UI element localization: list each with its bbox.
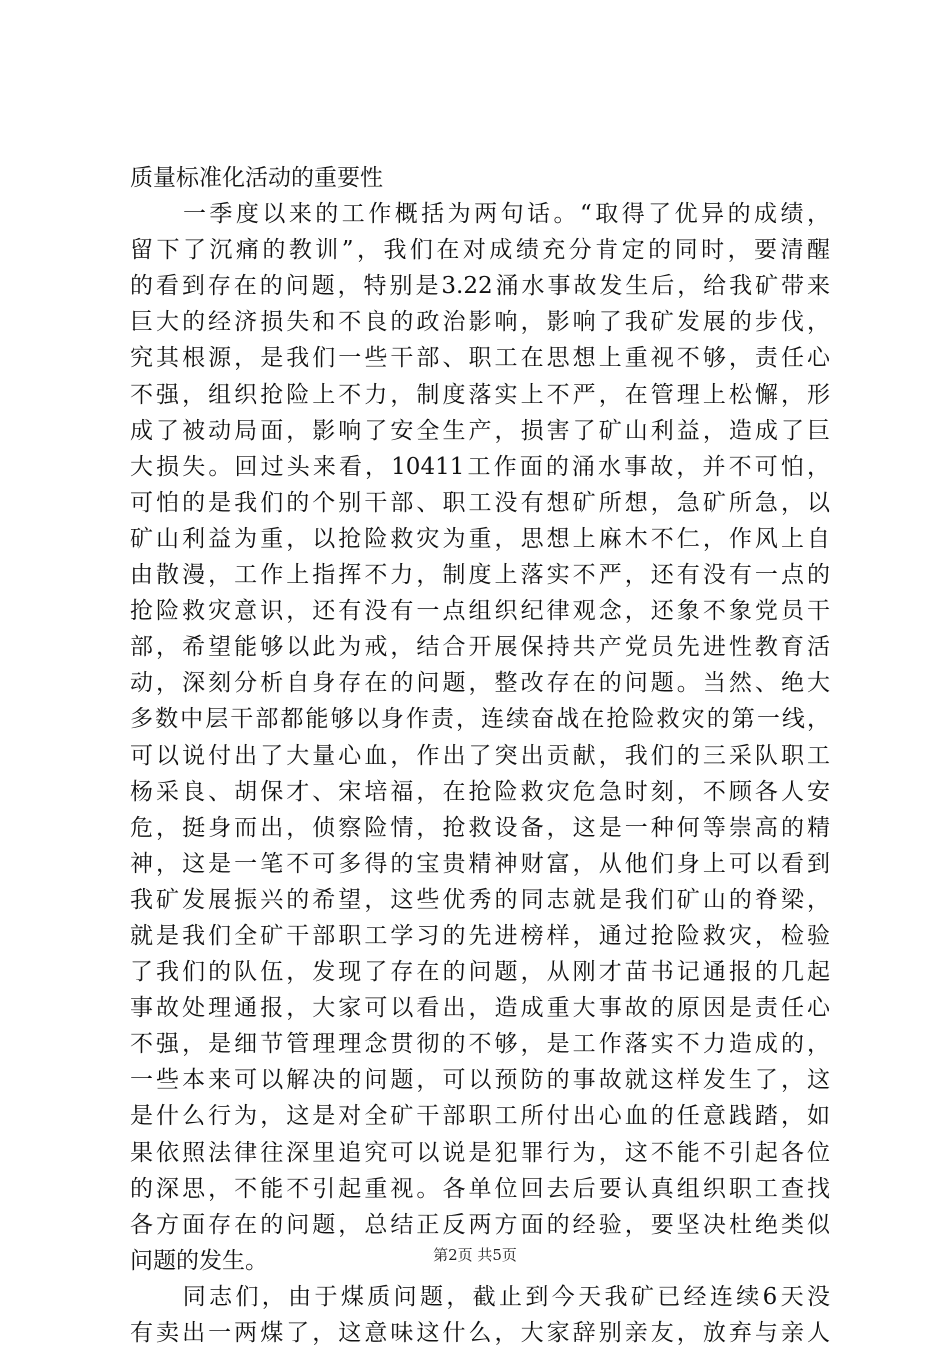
paragraph-line: 果依照法律往深里追究可以说是犯罪行为，这不能不引起各位 xyxy=(130,1139,830,1166)
paragraph-line: 可怕的是我们的个别干部、职工没有想矿所想，急矿所急，以 xyxy=(130,489,830,516)
paragraph-line: 可以说付出了大量心血，作出了突出贡献，我们的三采队职工 xyxy=(130,742,830,769)
paragraph-line: 大损失。回过头来看，10411工作面的涌水事故，并不可怕， xyxy=(130,453,830,480)
section-heading: 质量标准化活动的重要性 xyxy=(130,165,383,191)
paragraph-line: 了我们的队伍，发现了存在的问题，从刚才苗书记通报的几起 xyxy=(130,959,830,986)
paragraph-line: 抢险救灾意识，还有没有一点组织纪律观念，还象不象党员干 xyxy=(130,598,830,625)
paragraph-line: 留下了沉痛的教训”，我们在对成绩充分肯定的同时，要清醒 xyxy=(130,237,830,264)
paragraph-line: 不强，组织抢险上不力，制度落实上不严，在管理上松懈，形 xyxy=(130,381,830,408)
paragraph-line: 成了被动局面，影响了安全生产，损害了矿山利益，造成了巨 xyxy=(130,417,830,444)
document-body xyxy=(130,160,830,1351)
paragraph-line: 矿山利益为重，以抢险救灾为重，思想上麻木不仁，作风上自 xyxy=(130,525,830,552)
paragraph-line: 就是我们全矿干部职工学习的先进榜样，通过抢险救灾，检验 xyxy=(130,922,830,949)
paragraph-line: 杨采良、胡保才、宋培福，在抢险救灾危急时刻，不顾各人安 xyxy=(130,778,830,805)
paragraph-line: 动，深刻分析自身存在的问题，整改存在的问题。当然、绝大 xyxy=(130,670,830,697)
paragraph-line: 部，希望能够以此为戒，结合开展保持共产党员先进性教育活 xyxy=(130,634,830,661)
page-number-label: 第2页 共5页 xyxy=(433,1246,517,1264)
paragraph-line: 的深思，不能不引起重视。各单位回去后要认真组织职工查找 xyxy=(130,1175,830,1202)
paragraph-line: 事故处理通报，大家可以看出，造成重大事故的原因是责任心 xyxy=(130,995,830,1022)
paragraph-line: 是什么行为，这是对全矿干部职工所付出心血的任意践踏，如 xyxy=(130,1103,830,1130)
paragraph-line: 各方面存在的问题，总结正反两方面的经验，要坚决杜绝类似 xyxy=(130,1211,830,1238)
paragraph-line: 问题的发生。 xyxy=(130,1247,268,1274)
paragraph-line: 一些本来可以解决的问题，可以预防的事故就这样发生了，这 xyxy=(130,1067,830,1094)
paragraph-line: 多数中层干部都能够以身作责，连续奋战在抢险救灾的第一线， xyxy=(130,706,830,733)
paragraph-line: 危，挺身而出，侦察险情，抢救设备，这是一种何等崇高的精 xyxy=(130,814,830,841)
paragraph-line: 巨大的经济损失和不良的政治影响，影响了我矿发展的步伐， xyxy=(130,309,830,336)
paragraph-line: 由散漫，工作上指挥不力，制度上落实不严，还有没有一点的 xyxy=(130,562,830,589)
paragraph-line: 的看到存在的问题，特别是3.22涌水事故发生后，给我矿带来 xyxy=(130,273,830,300)
paragraph-line: 神，这是一笔不可多得的宝贵精神财富，从他们身上可以看到 xyxy=(130,850,830,877)
paragraph-line: 究其根源，是我们一些干部、职工在思想上重视不够，责任心 xyxy=(130,345,830,372)
paragraph-line: 同志们，由于煤质问题，截止到今天我矿已经连续6天没 xyxy=(130,1283,830,1310)
paragraph-line: 我矿发展振兴的希望，这些优秀的同志就是我们矿山的脊梁， xyxy=(130,886,830,913)
paragraph-line: 不强，是细节管理理念贯彻的不够，是工作落实不力造成的， xyxy=(130,1031,830,1058)
paragraph-line: 有卖出一两煤了，这意味这什么，大家辞别亲友，放弃与亲人 xyxy=(130,1320,830,1346)
paragraph-line: 一季度以来的工作概括为两句话。“取得了优异的成绩， xyxy=(130,201,830,228)
page-footer xyxy=(0,1245,950,1265)
